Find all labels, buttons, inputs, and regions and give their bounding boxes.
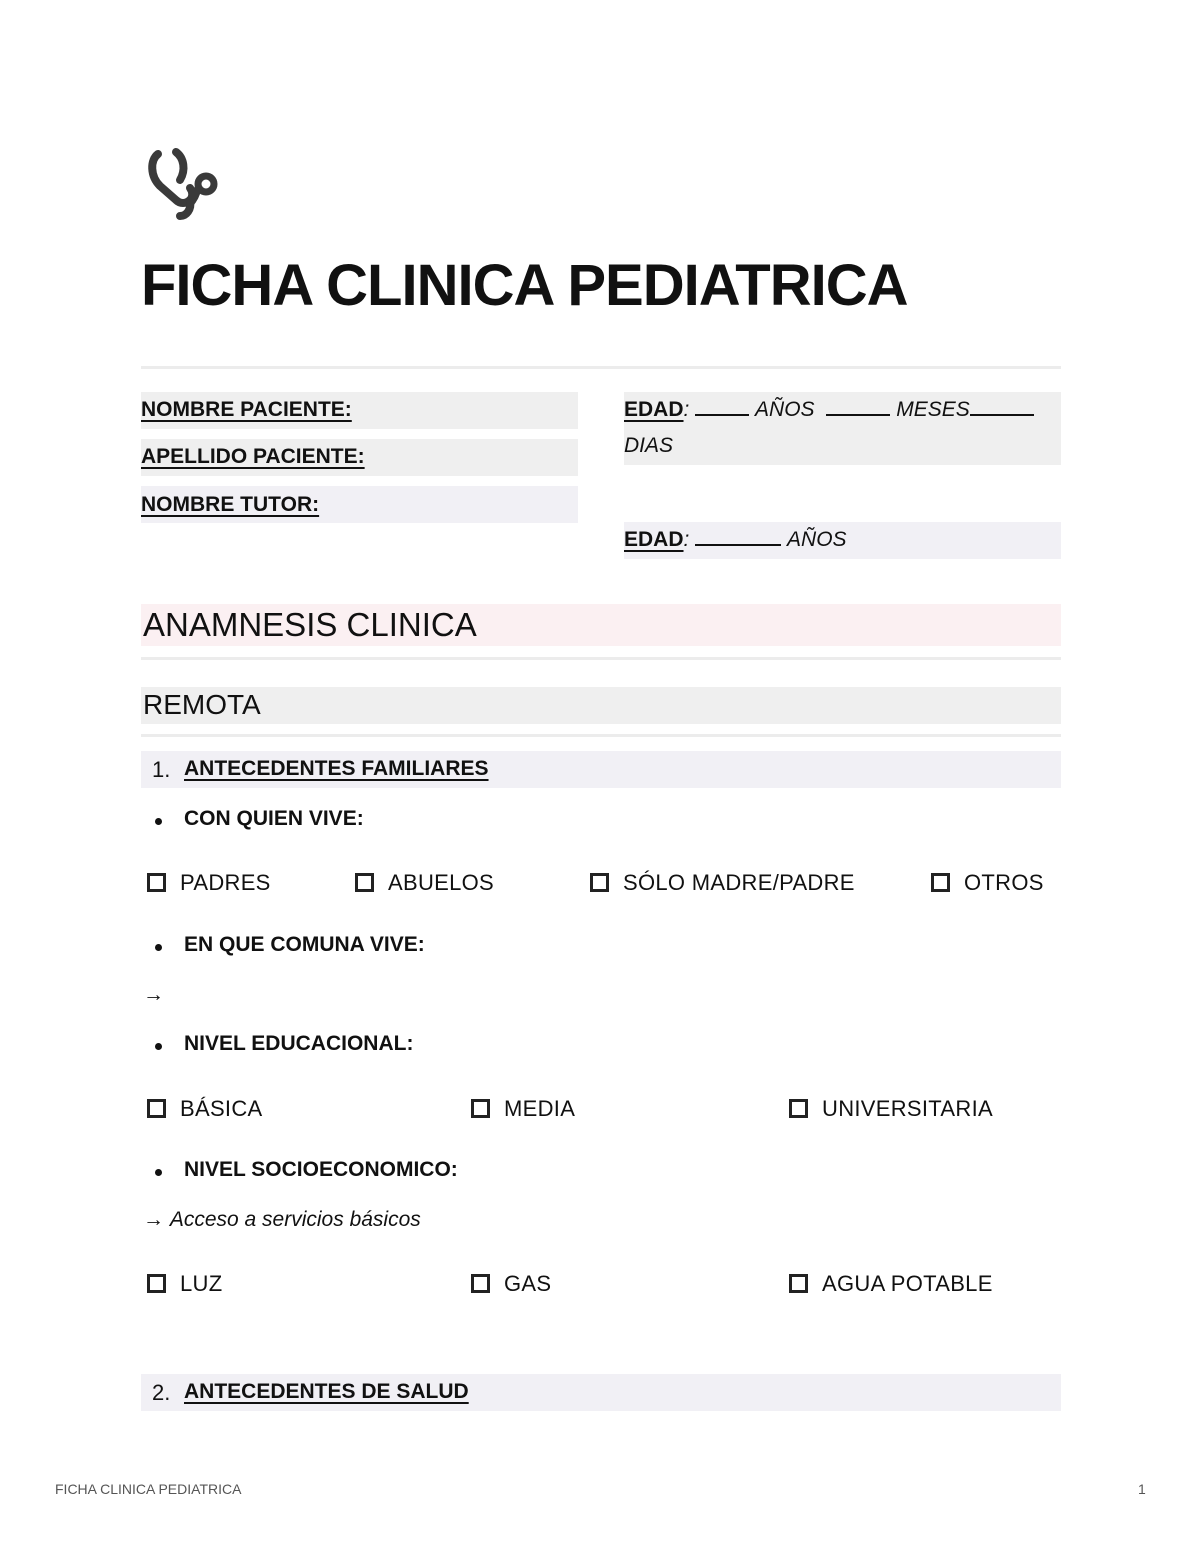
checkbox-otros[interactable] — [931, 870, 1044, 896]
apellido-paciente-label: APELLIDO PACIENTE: — [141, 445, 365, 468]
arrow-right-icon: → — [143, 1208, 164, 1231]
edad-label: EDAD — [624, 398, 684, 421]
bullet — [155, 818, 162, 825]
anos-label: AÑOS — [755, 398, 815, 421]
section-1-title: ANTECEDENTES FAMILIARES — [184, 757, 489, 780]
nombre-paciente-label: NOMBRE PACIENTE: — [141, 398, 352, 421]
option-label: BÁSICA — [180, 1096, 263, 1121]
meses-label: MESES — [896, 398, 970, 421]
checkbox-luz[interactable] — [147, 1271, 222, 1297]
edad-tutor-block — [624, 522, 1061, 559]
checkbox-box[interactable] — [147, 1274, 166, 1293]
checkbox-gas[interactable] — [471, 1271, 551, 1297]
checkbox-box[interactable] — [789, 1274, 808, 1293]
checkbox-solo-madre-padre[interactable] — [590, 870, 855, 896]
checkbox-box[interactable] — [471, 1274, 490, 1293]
checkbox-box[interactable] — [355, 873, 374, 892]
checkbox-media[interactable] — [471, 1096, 575, 1122]
checkbox-box[interactable] — [789, 1099, 808, 1118]
anos-blank[interactable] — [695, 414, 749, 416]
section-2-title: ANTECEDENTES DE SALUD — [184, 1380, 469, 1403]
servicios-line — [143, 1208, 421, 1232]
dias-label: DIAS — [624, 434, 674, 457]
anamnesis-heading-row — [141, 604, 1061, 646]
option-label: MEDIA — [504, 1096, 576, 1121]
section-2-number: 2. — [152, 1380, 171, 1405]
section-1-row — [141, 751, 1061, 788]
page-number: 1 — [1138, 1481, 1146, 1497]
section-2-row — [141, 1374, 1061, 1411]
apellido-paciente-row — [141, 439, 578, 476]
checkbox-box[interactable] — [931, 873, 950, 892]
con-quien-vive-label: CON QUIEN VIVE: — [184, 807, 364, 830]
bullet — [155, 944, 162, 951]
edad-tutor-label: EDAD — [624, 528, 684, 551]
option-label: SÓLO MADRE/PADRE — [623, 870, 855, 895]
anos-tutor-blank[interactable] — [695, 544, 781, 546]
checkbox-basica[interactable] — [147, 1096, 263, 1122]
edad-colon: : — [683, 398, 690, 421]
nombre-paciente-row — [141, 392, 578, 429]
option-label: GAS — [504, 1271, 552, 1296]
checkbox-box[interactable] — [147, 1099, 166, 1118]
nivel-socioeconomico-label: NIVEL SOCIOECONOMICO: — [184, 1158, 458, 1181]
remota-heading: REMOTA — [143, 689, 261, 720]
checkbox-padres[interactable] — [147, 870, 271, 896]
edad-tutor-colon: : — [683, 528, 690, 551]
option-label: AGUA POTABLE — [822, 1271, 993, 1296]
anamnesis-divider — [141, 657, 1061, 660]
nivel-educacional-label: NIVEL EDUCACIONAL: — [184, 1032, 414, 1055]
checkbox-box[interactable] — [590, 873, 609, 892]
meses-blank[interactable] — [826, 414, 890, 416]
title-divider — [141, 366, 1061, 369]
anamnesis-heading: ANAMNESIS CLINICA — [143, 606, 477, 643]
page-title: FICHA CLINICA PEDIATRICA — [141, 253, 908, 318]
nombre-tutor-label: NOMBRE TUTOR: — [141, 493, 320, 516]
option-label: PADRES — [180, 870, 271, 895]
checkbox-box[interactable] — [471, 1099, 490, 1118]
remota-heading-row — [141, 687, 1061, 724]
bullet — [155, 1043, 162, 1050]
checkbox-box[interactable] — [147, 873, 166, 892]
stethoscope-icon — [146, 146, 222, 222]
edad-paciente-block — [624, 392, 1061, 465]
dias-blank[interactable] — [970, 414, 1034, 416]
servicios-basicos-label: Acceso a servicios básicos — [169, 1208, 421, 1231]
footer-title: FICHA CLINICA PEDIATRICA — [55, 1481, 242, 1497]
option-label: UNIVERSITARIA — [822, 1096, 993, 1121]
option-label: OTROS — [964, 870, 1044, 895]
checkbox-abuelos[interactable] — [355, 870, 494, 896]
comuna-label: EN QUE COMUNA VIVE: — [184, 933, 425, 956]
checkbox-agua-potable[interactable] — [789, 1271, 993, 1297]
anos-tutor-label: AÑOS — [787, 528, 847, 551]
arrow-right-icon: → — [143, 983, 164, 1006]
section-1-number: 1. — [152, 757, 171, 782]
checkbox-universitaria[interactable] — [789, 1096, 993, 1122]
bullet — [155, 1169, 162, 1176]
remota-divider — [141, 734, 1061, 737]
option-label: LUZ — [180, 1271, 223, 1296]
option-label: ABUELOS — [388, 870, 495, 895]
nombre-tutor-row — [141, 486, 578, 523]
